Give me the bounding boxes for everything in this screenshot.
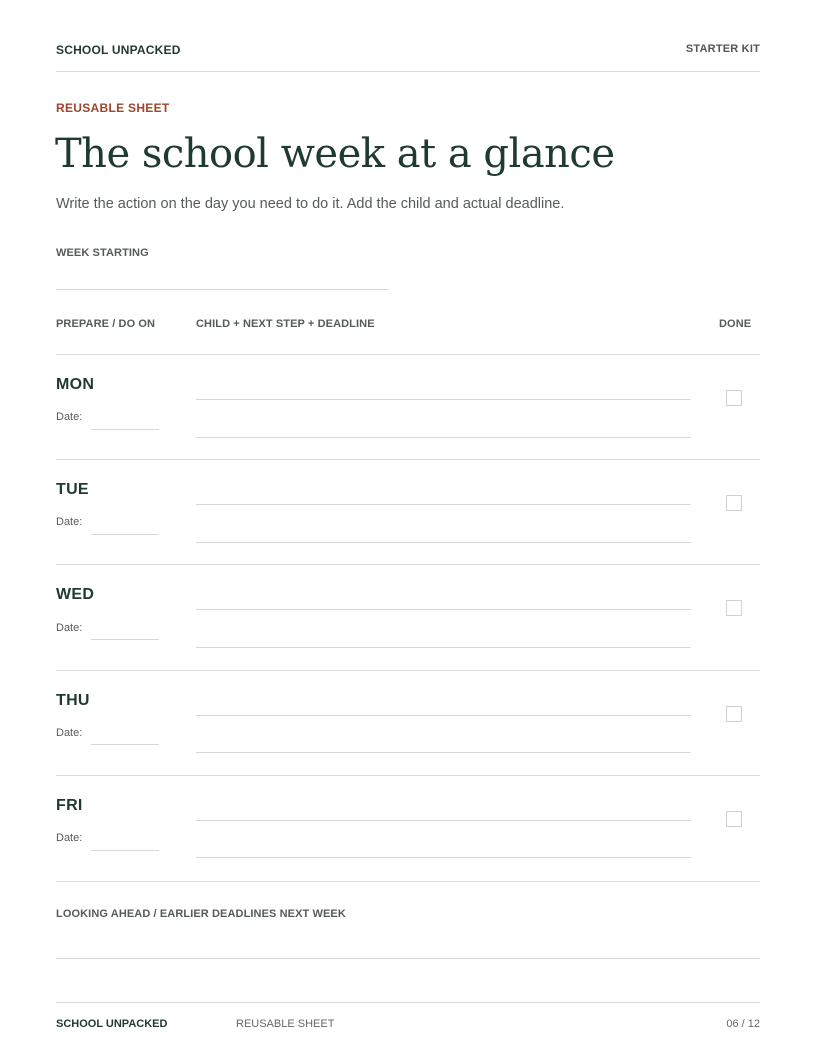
column-header-child: CHILD + NEXT STEP + DEADLINE <box>196 318 375 330</box>
entry-line-tue-2[interactable] <box>196 542 691 543</box>
row-divider <box>56 459 760 460</box>
day-name-wed: WED <box>56 586 95 603</box>
column-header-done: DONE <box>719 318 752 330</box>
header-brand: SCHOOL UNPACKED <box>56 43 181 57</box>
day-name-thu: THU <box>56 692 90 709</box>
row-divider <box>56 775 760 776</box>
looking-ahead-label: LOOKING AHEAD / EARLIER DEADLINES NEXT WEEK <box>56 908 346 920</box>
week-starting-field[interactable] <box>56 289 389 290</box>
row-divider <box>56 881 760 882</box>
date-label-tue: Date: <box>56 516 83 528</box>
done-checkbox-wed[interactable] <box>726 600 742 616</box>
sheet-eyebrow: REUSABLE SHEET <box>56 101 170 115</box>
done-checkbox-thu[interactable] <box>726 706 742 722</box>
entry-line-thu-2[interactable] <box>196 752 691 753</box>
footer-brand: SCHOOL UNPACKED <box>56 1018 168 1030</box>
date-field-thu[interactable] <box>91 744 159 745</box>
table-top-divider <box>56 354 760 355</box>
date-field-mon[interactable] <box>91 429 159 430</box>
done-checkbox-mon[interactable] <box>726 390 742 406</box>
column-header-prepare: PREPARE / DO ON <box>56 318 156 330</box>
entry-line-thu-1[interactable] <box>196 715 691 716</box>
day-name-fri: FRI <box>56 797 83 814</box>
done-checkbox-fri[interactable] <box>726 811 742 827</box>
date-label-fri: Date: <box>56 832 83 844</box>
row-divider <box>56 670 760 671</box>
header-divider <box>56 71 760 72</box>
date-field-tue[interactable] <box>91 534 159 535</box>
entry-line-wed-2[interactable] <box>196 647 691 648</box>
week-starting-label: WEEK STARTING <box>56 247 149 259</box>
date-field-wed[interactable] <box>91 639 159 640</box>
entry-line-fri-2[interactable] <box>196 857 691 858</box>
page-title: The school week at a glance <box>55 131 615 177</box>
day-name-mon: MON <box>56 376 95 393</box>
date-label-mon: Date: <box>56 411 83 423</box>
entry-line-fri-1[interactable] <box>196 820 691 821</box>
row-divider <box>56 564 760 565</box>
entry-line-tue-1[interactable] <box>196 504 691 505</box>
looking-ahead-line-1[interactable] <box>56 958 760 959</box>
day-name-tue: TUE <box>56 481 89 498</box>
date-label-thu: Date: <box>56 727 83 739</box>
date-label-wed: Date: <box>56 622 83 634</box>
done-checkbox-tue[interactable] <box>726 495 742 511</box>
header-kit-label: STARTER KIT <box>685 43 760 55</box>
page-subtitle: Write the action on the day you need to do it. Add the child and actual deadline. <box>56 196 565 212</box>
looking-ahead-line-2[interactable] <box>56 1002 760 1003</box>
entry-line-mon-1[interactable] <box>196 399 691 400</box>
entry-line-mon-2[interactable] <box>196 437 691 438</box>
entry-line-wed-1[interactable] <box>196 609 691 610</box>
footer-page-number: 06 / 12 <box>726 1018 760 1030</box>
date-field-fri[interactable] <box>91 850 159 851</box>
footer-sheet-label: REUSABLE SHEET <box>236 1018 335 1030</box>
